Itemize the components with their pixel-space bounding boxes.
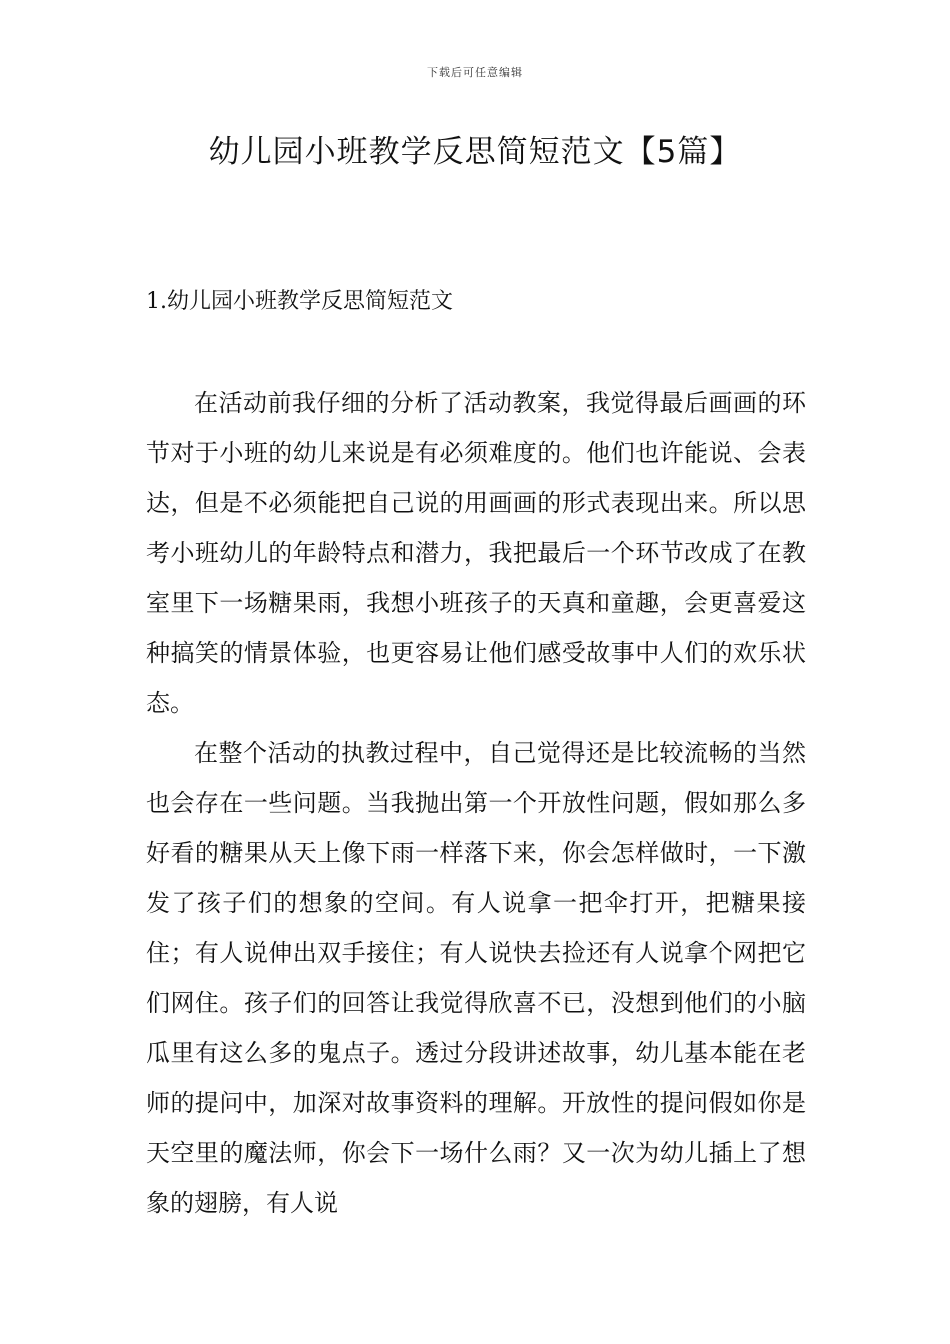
section-body: [146, 378, 806, 1228]
section-heading: 1.幼儿园小班教学反思简短范文: [146, 289, 453, 314]
document-title: 幼儿园小班教学反思简短范文【5篇】: [208, 134, 742, 170]
header-note: 下载后可任意编辑: [427, 66, 523, 79]
paragraph-1: 在活动前我仔细的分析了活动教案，我觉得最后画画的环节对于小班的幼儿来说是有必须难度的。他们也许能说、会表达，但是不必须能把自己说的用画画的形式表现出来。所以思考小班幼儿的年龄特点和潜力，我把最后一个环节改成了在教室里下一场糖果雨，我想小班孩子的天真和童趣，会更喜爱这种搞笑的情景体验，也更容易让他们感受故事中人们的欢乐状态。: [146, 389, 806, 717]
paragraph-2: 在整个活动的执教过程中，自己觉得还是比较流畅的当然也会存在一些问题。当我抛出第一个开放性问题，假如那么多好看的糖果从天上像下雨一样落下来，你会怎样做时，一下激发了孩子们的想象的空间。有人说拿一把伞打开，把糖果接住；有人说伸出双手接住；有人说快去捡还有人说拿个网把它们网住。孩子们的回答让我觉得欣喜不已，没想到他们的小脑瓜里有这么多的鬼点子。透过分段讲述故事，幼儿基本能在老师的提问中，加深对故事资料的理解。开放性的提问假如你是天空里的魔法师，你会下一场什么雨？又一次为幼儿插上了想象的翅膀，有人说: [146, 739, 806, 1217]
